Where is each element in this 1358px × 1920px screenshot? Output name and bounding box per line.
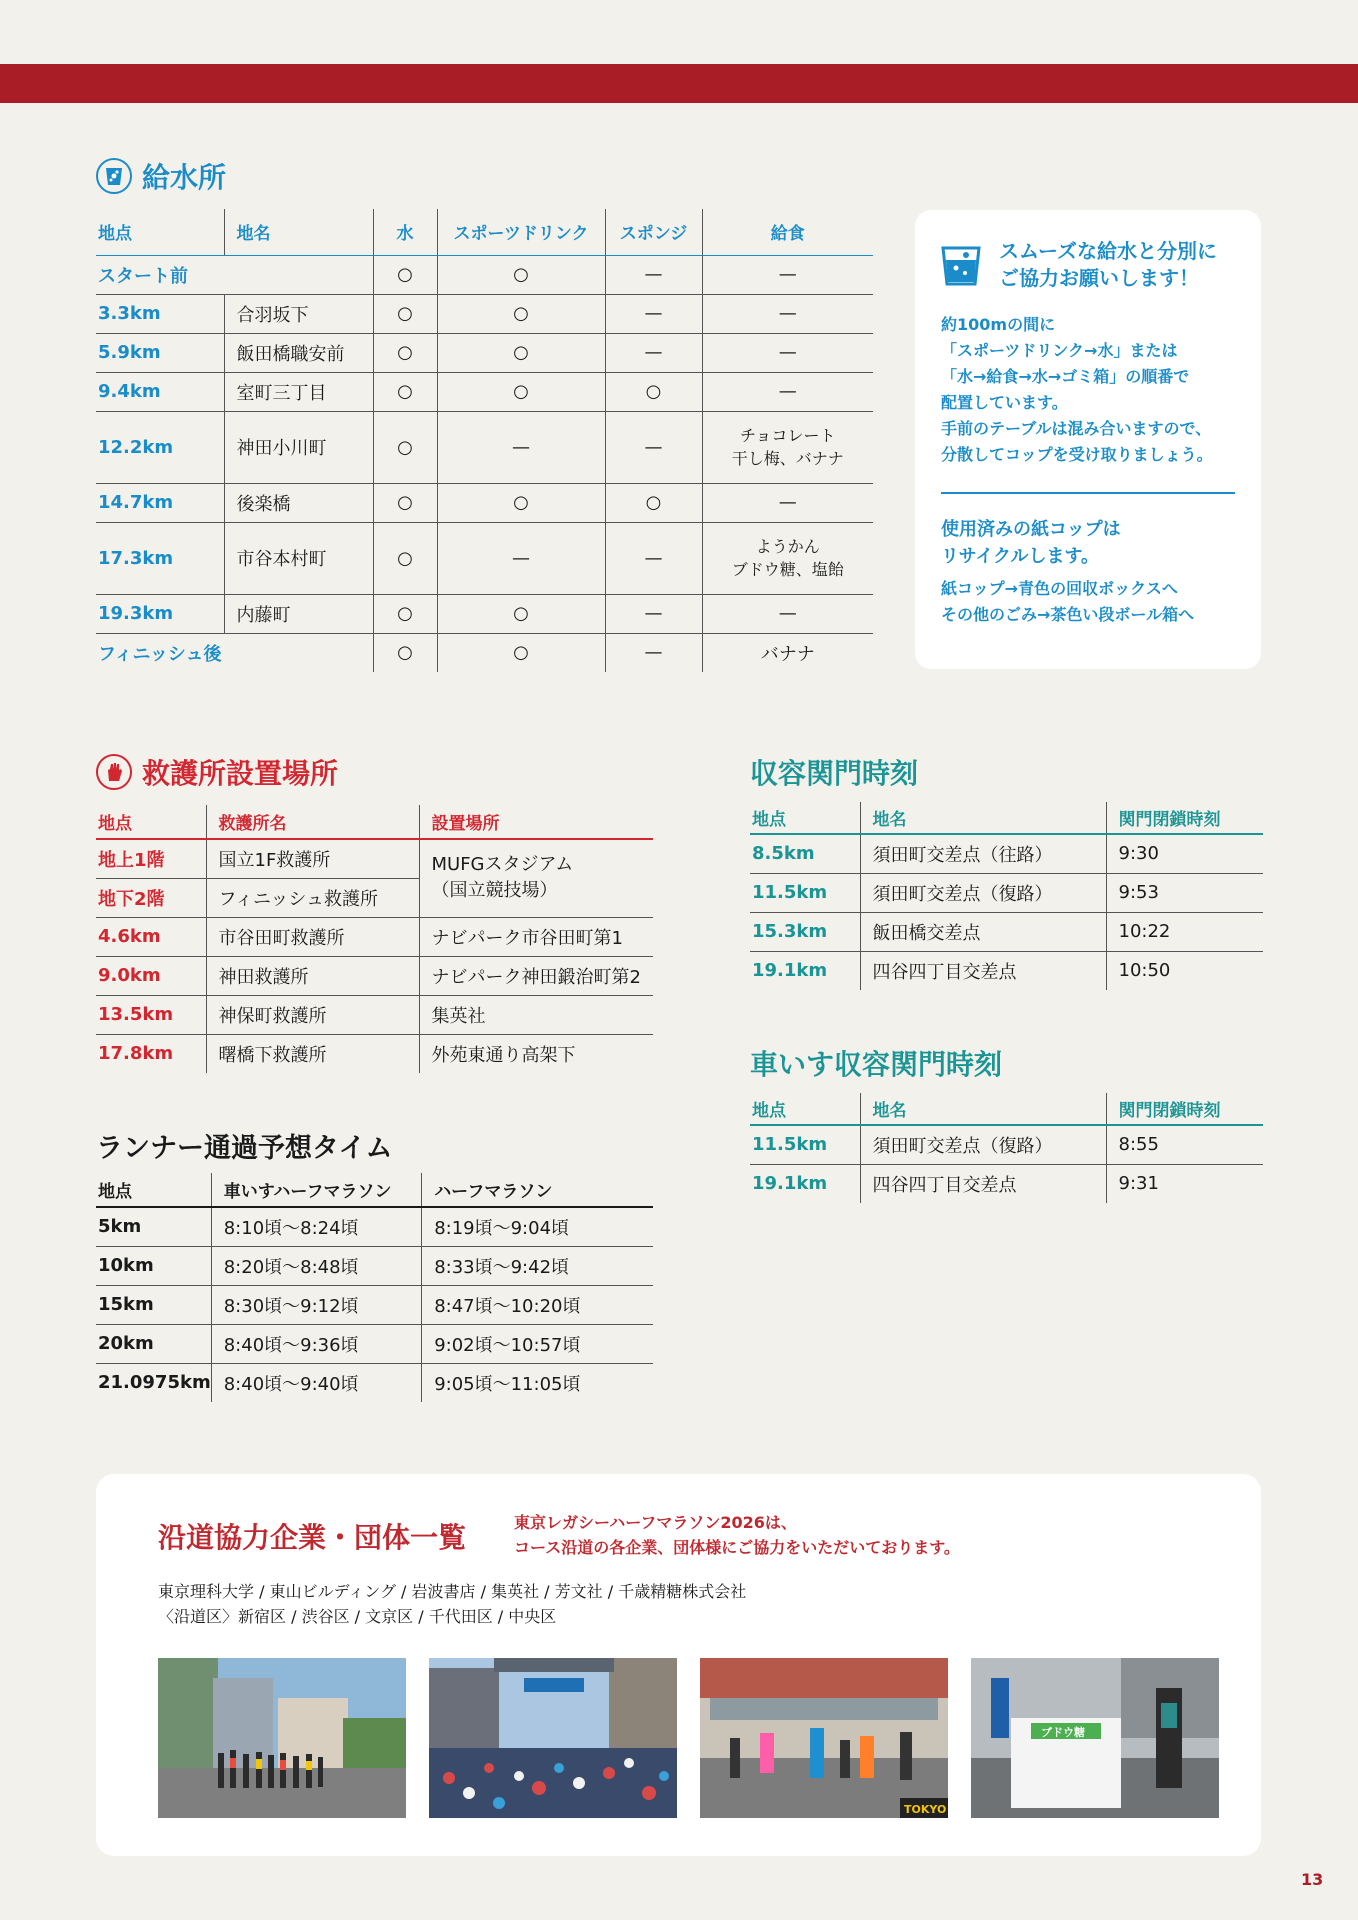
water-cell: ○ [373,333,437,372]
sponge-cell: ○ [605,483,702,522]
race-photo-2 [429,1658,677,1818]
place-cell: 神田小川町 [224,411,373,483]
place-cell: 室町三丁目 [224,372,373,411]
recycle-line: 紙コップ→青色の回収ボックスへ [941,579,1178,598]
km-cell: 15km [96,1285,211,1324]
col-header: スポンジ [605,209,702,255]
km-cell: 20km [96,1324,211,1363]
place-cell: 四谷四丁目交差点 [860,1164,1106,1203]
km-cell: 9.4km [96,372,224,411]
water-cell: ○ [373,411,437,483]
place-cell: 合羽坂下 [224,294,373,333]
time-cell: 8:55 [1106,1125,1263,1164]
table-header-row [96,805,653,839]
info-line: 「水→給食→水→ゴミ箱」の順番で [941,367,1190,386]
location-line: MUFGスタジアム [431,854,574,876]
location-line: （国立競技場） [431,880,558,902]
table-row [750,1164,1263,1203]
col-header: 水 [373,209,437,255]
sponsor-note-line: コース沿道の各企業、団体様にご協力をいただいております。 [514,1538,960,1557]
sports-cell: ○ [437,483,605,522]
km-cell: 9.0km [96,956,206,995]
water-cell: ○ [373,522,437,594]
sponge-cell: — [605,633,702,672]
sports-cell: ○ [437,372,605,411]
table-row [96,917,653,956]
place-cell: 後楽橋 [224,483,373,522]
km-cell: 10km [96,1246,211,1285]
sports-cell: ○ [437,294,605,333]
runner-section-heading [96,1126,392,1165]
col-header: スポーツドリンク [437,209,605,255]
hand-icon [96,754,132,790]
recycle-line: その他のごみ→茶色い段ボール箱へ [941,605,1195,624]
table-row [96,956,653,995]
km-cell: 21.0975km [98,1372,211,1394]
water-cell: ○ [373,483,437,522]
sponge-cell: — [605,522,702,594]
km-cell: 地上1階 [96,839,206,878]
place-cell: 須田町交差点（往路） [860,834,1106,873]
location-cell [419,839,653,917]
table-row [96,995,653,1034]
runner-section-title: ランナー通過予想タイム [96,1133,393,1164]
sponsor-title: 沿道協力企業・団体一覧 [158,1521,467,1554]
food-cell: — [702,372,873,411]
sports-cell: — [437,522,605,594]
table-row [96,1363,653,1402]
recycle-title-line: 使用済みの紙コップは [941,519,1121,540]
time-cell: 10:22 [1106,912,1263,951]
info-line: 「スポーツドリンク→水」または [941,341,1178,360]
wheelchair-time-cell: 8:10頃〜8:24頃 [211,1207,421,1246]
food-line: ブドウ糖、塩飴 [731,560,844,579]
place-cell: 須田町交差点（復路） [860,1125,1106,1164]
info-line: 手前のテーブルは混み合いますので、 [941,419,1212,438]
water-cell: ○ [373,255,437,294]
sponge-cell: — [605,594,702,633]
table-row [750,1125,1263,1164]
water-cell: ○ [373,594,437,633]
water-station-table [96,209,873,672]
closing-time-table [750,802,1263,990]
table-row [96,633,873,672]
food-cell [702,522,873,594]
sponge-cell: — [605,333,702,372]
col-header: 地点 [96,805,206,839]
aid-name-cell: フィニッシュ救護所 [206,878,419,917]
water-cell: ○ [373,294,437,333]
sports-cell: ○ [437,255,605,294]
race-photo-3 [700,1658,948,1818]
page-number: 13 [1301,1870,1324,1889]
wheelchair-time-cell: 8:40頃〜9:36頃 [211,1324,421,1363]
closing-section-title: 収容関門時刻 [750,757,919,790]
wheelchair-time-cell: 8:30頃〜9:12頃 [211,1285,421,1324]
table-header-row [750,1093,1263,1125]
km-cell: スタート前 [96,255,373,294]
race-photo-4 [971,1658,1219,1818]
time-cell: 9:31 [1106,1164,1263,1203]
info-line: 約100mの間に [941,315,1056,334]
food-cell: — [702,594,873,633]
col-header: 救護所名 [206,805,419,839]
km-cell: 5km [96,1207,211,1246]
aid-name-cell: 曙橋下救護所 [206,1034,419,1073]
table-row [96,411,873,483]
km-cell: 13.5km [96,995,206,1034]
km-cell: 12.2km [96,411,224,483]
first-aid-table [96,805,653,1073]
col-header: 給食 [702,209,873,255]
table-row [96,839,653,878]
sports-cell: — [437,411,605,483]
info-line: 分散してコップを受け取りましょう。 [941,445,1213,464]
table-header-row [96,1173,653,1207]
table-row [750,912,1263,951]
place-cell: 飯田橋交差点 [860,912,1106,951]
km-cell: 15.3km [750,912,860,951]
wheelchair-time-cell: 8:40頃〜9:40頃 [211,1363,421,1402]
col-header: 地名 [224,209,373,255]
col-header: 関門閉鎖時刻 [1106,802,1263,834]
km-cell: 3.3km [96,294,224,333]
km-cell: 19.1km [752,960,828,982]
time-cell: 9:30 [1106,834,1263,873]
place-cell: 内藤町 [224,594,373,633]
wheelchair-closing-heading [750,1043,1002,1083]
table-row [96,483,873,522]
wheelchair-closing-table [750,1093,1263,1203]
water-section-title: 給水所 [142,161,227,194]
table-row [96,522,873,594]
col-header: 地点 [96,209,224,255]
water-info-box [915,210,1261,669]
recycle-title [941,516,1235,570]
wheelchair-closing-title: 車いす収容関門時刻 [750,1048,1003,1081]
km-cell: 4.6km [96,917,206,956]
photo-sign-text: TOKYO [904,1803,947,1816]
water-section-heading [96,156,226,196]
table-row [750,951,1263,990]
aid-name-cell: 神田救護所 [206,956,419,995]
food-line: ようかん [755,537,820,556]
sponsor-note-line: 東京レガシーハーフマラソン2026は、 [514,1513,797,1532]
info-title-line: スムーズな給水と分別に [999,239,1217,263]
col-header: 地点 [96,1173,211,1207]
table-row [96,1285,653,1324]
table-row [96,1324,653,1363]
sponge-cell: — [605,411,702,483]
sponsor-note [514,1510,960,1560]
closing-section-heading [750,752,918,792]
place-cell: 須田町交差点（復路） [860,873,1106,912]
food-cell: — [702,333,873,372]
km-cell: 19.1km [752,1173,828,1195]
table-row [750,834,1263,873]
km-cell: 17.3km [96,522,224,594]
place-cell: 市谷本村町 [224,522,373,594]
recycle-text [941,576,1235,628]
sponge-cell: — [605,294,702,333]
food-cell [702,411,873,483]
half-time-cell: 8:33頃〜9:42頃 [422,1246,653,1285]
half-time-cell: 8:19頃〜9:04頃 [422,1207,653,1246]
sponsor-list-line: 〈沿道区〉新宿区 / 渋谷区 / 文京区 / 千代田区 / 中央区 [158,1607,557,1626]
race-photo-1 [158,1658,406,1818]
col-header: 設置場所 [419,805,653,839]
sports-cell: ○ [437,633,605,672]
location-cell: ナビパーク市谷田町第1 [419,917,653,956]
col-header: 車いすハーフマラソン [211,1173,421,1207]
half-time-cell: 9:05頃〜11:05頃 [422,1363,653,1402]
food-cell: — [702,294,873,333]
table-row [96,372,873,411]
aid-section-title: 救護所設置場所 [142,757,339,790]
time-cell: 10:50 [1106,951,1263,990]
sponge-cell: ○ [605,372,702,411]
top-banner [0,64,1358,103]
km-cell: 5.9km [96,333,224,372]
km-cell: 地下2階 [96,878,206,917]
food-line: 干し梅、バナナ [731,449,844,468]
water-cell: ○ [373,372,437,411]
food-cell: — [702,255,873,294]
km-cell: 14.7km [96,483,224,522]
col-header: 地点 [750,1093,860,1125]
divider [941,492,1235,494]
table-header-row [750,802,1263,834]
table-row [96,294,873,333]
sponsor-list-line: 東京理科大学 / 東山ビルディング / 岩波書店 / 集英社 / 芳文社 / 千歳精糖株式会社 [158,1582,747,1601]
sponsor-list [158,1579,746,1629]
aid-section-heading [96,752,338,792]
half-time-cell: 9:02頃〜10:57頃 [422,1324,653,1363]
km-cell: 17.8km [98,1043,174,1065]
table-row [96,333,873,372]
food-line: チョコレート [739,426,836,445]
info-text [941,312,1235,468]
sports-cell: ○ [437,594,605,633]
location-cell: 集英社 [419,995,653,1034]
aid-name-cell: 市谷田町救護所 [206,917,419,956]
recycle-title-line: リサイクルします。 [941,546,1100,567]
water-cell: ○ [373,633,437,672]
food-cell: — [702,483,873,522]
time-cell: 9:53 [1106,873,1263,912]
half-time-cell: 8:47頃〜10:20頃 [422,1285,653,1324]
table-row [96,1207,653,1246]
sponge-cell: — [605,255,702,294]
water-cup-icon [96,158,132,194]
table-row [96,255,873,294]
km-cell: 19.3km [96,594,224,633]
aid-name-cell: 神保町救護所 [206,995,419,1034]
table-row [96,1246,653,1285]
col-header: ハーフマラソン [422,1173,653,1207]
photo-sign-text: ブドウ糖 [1041,1726,1085,1739]
location-cell: ナビパーク神田鍛治町第2 [419,956,653,995]
col-header: 地名 [860,802,1106,834]
col-header: 地点 [750,802,860,834]
location-cell: 外苑東通り高架下 [419,1034,653,1073]
km-cell: フィニッシュ後 [98,643,222,665]
km-cell: 11.5km [750,1125,860,1164]
info-title-line: ご協力お願いします！ [999,266,1199,290]
aid-name-cell: 国立1F救護所 [206,839,419,878]
table-row [96,594,873,633]
runner-time-table [96,1173,653,1402]
col-header: 関門閉鎖時刻 [1106,1093,1263,1125]
km-cell: 8.5km [750,834,860,873]
cup-icon [941,244,981,286]
food-cell: バナナ [702,633,873,672]
km-cell: 11.5km [750,873,860,912]
place-cell: 四谷四丁目交差点 [860,951,1106,990]
table-row [96,1034,653,1073]
place-cell: 飯田橋職安前 [224,333,373,372]
sports-cell: ○ [437,333,605,372]
table-header-row [96,209,873,255]
info-title [941,238,1235,292]
table-row [750,873,1263,912]
info-line: 配置しています。 [941,393,1068,412]
col-header: 地名 [860,1093,1106,1125]
sponsor-box [96,1474,1261,1856]
wheelchair-time-cell: 8:20頃〜8:48頃 [211,1246,421,1285]
